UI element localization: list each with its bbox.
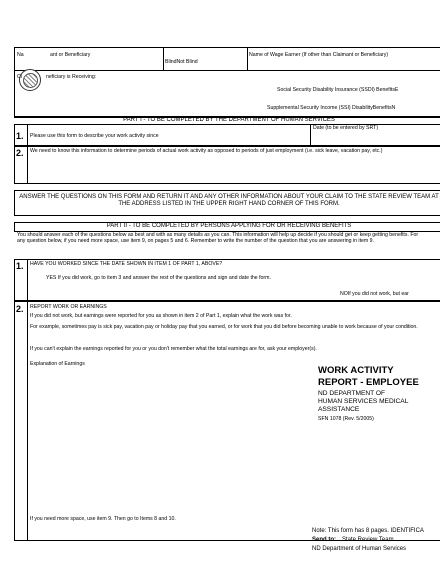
date-label: Date (to be entered by SRT): [313, 125, 379, 131]
q1-number: 1.: [16, 261, 24, 271]
send-line2: ND Department of Human Services: [312, 546, 407, 552]
part2-title: PART II - TO BE COMPLETED BY PERSONS APPLYING FOR OR RECEIVING BENEFITS: [106, 223, 352, 229]
claimant-label: ant or Beneficiary: [50, 52, 91, 58]
header-rule: [14, 70, 440, 71]
item1-number: 1.: [16, 131, 24, 141]
notice-text: ANSWER THE QUESTIONS ON THIS FORM AND RETURN IT AND ANY OTHER INFORMATION ABOUT YOUR CLAIM TO THE STATE REVIEW TEAM AT THE ADDRESS LISTED IN THE UPPER RIGHT HAND CORNER OF THIS FORM.: [19, 194, 439, 207]
form-title-line1: WORK ACTIVITY: [318, 365, 394, 376]
wage-earner-label: Name of Wage Earner (If other than Claimant or Beneficiary): [249, 52, 389, 58]
explanation-label: Explanation of Earnings: [30, 361, 85, 367]
claimant-label-left: Na: [17, 52, 24, 58]
q2-number: 2.: [16, 304, 24, 314]
sfn-number: SFN 1078 (Rev. 5/2005): [318, 416, 374, 422]
item2-number: 2.: [16, 148, 24, 158]
explanation-field[interactable]: [30, 370, 280, 510]
q1-yes-option[interactable]: YES If you did work, go to item 3 and answer the rest of the questions and sign and date the form.: [46, 275, 271, 281]
receiving-label-left: Cl: [17, 74, 22, 80]
item1-text: Please use this form to describe your work activity since: [30, 133, 159, 139]
q2-line2: For example, sometimes pay is sick pay, vacation pay or holiday pay that you earned, or for work that you did before becoming unable to work because of your condition.: [30, 324, 418, 330]
item2-text: We need to know this information to determine periods of actual work activity as opposed to periods of just employment (i.e. sick leave, vacation pay, etc.): [30, 148, 383, 154]
dept-line2: HUMAN SERVICES MEDICAL: [318, 398, 409, 405]
send-line1: State Review Team: [342, 537, 394, 543]
dept-line3: ASSISTANCE: [318, 406, 360, 413]
ssi-label[interactable]: Supplemental Security Income (SSI) DisabilityBenefitsN: [267, 105, 396, 111]
blind-label[interactable]: BlindNot Blind: [165, 59, 198, 65]
date-divider: [310, 124, 311, 146]
part2-intro: You should answer each of the questions below as best and with as many details as you can. This information will help up decide if you should get or keep getting benefits. For any question below, if you need more space, use item 9, on pages 5 and 6. Remember to write the number of the question that you are answering in item 9.: [17, 232, 419, 245]
receiving-label: neficiary is Receiving:: [46, 74, 97, 80]
header-divider-2: [247, 47, 248, 70]
part1-title: PART I - TO BE COMPLETED BY THE DEPARTMENT OF HUMAN SERVICES: [123, 117, 335, 123]
q2-line3: If you can't explain the earnings reported for you or you don't remember what the total earnings are for, ask your employer(s).: [30, 346, 317, 352]
q2-footer: If you need more space, use item 9. Then go to Items 8 and 10.: [30, 516, 176, 522]
ssdi-label[interactable]: Social Security Disability Insurance (SSDI) BenefitsE: [277, 87, 399, 93]
dept-line1: ND DEPARTMENT OF: [318, 390, 386, 397]
q1-title: HAVE YOU WORKED SINCE THE DATE SHOWN IN ITEM 1 OF PART 1, ABOVE?: [30, 261, 223, 267]
q2-line1: If you did not work, but earnings were reported for you as shown in item 2 of Part 1, explain what the work was for.: [30, 313, 292, 319]
send-label: Send to:: [312, 537, 336, 543]
state-seal-icon: [19, 69, 41, 91]
footer-note: Note: This form has 8 pages. IDENTIFICA: [312, 528, 424, 534]
form-title-line2: REPORT - EMPLOYEE: [318, 377, 419, 388]
header-divider-1: [163, 47, 164, 70]
q1-no-option[interactable]: NOIf you did not work, but ear: [340, 291, 409, 297]
q2-title: REPORT WORK OR EARNINGS: [30, 304, 107, 310]
